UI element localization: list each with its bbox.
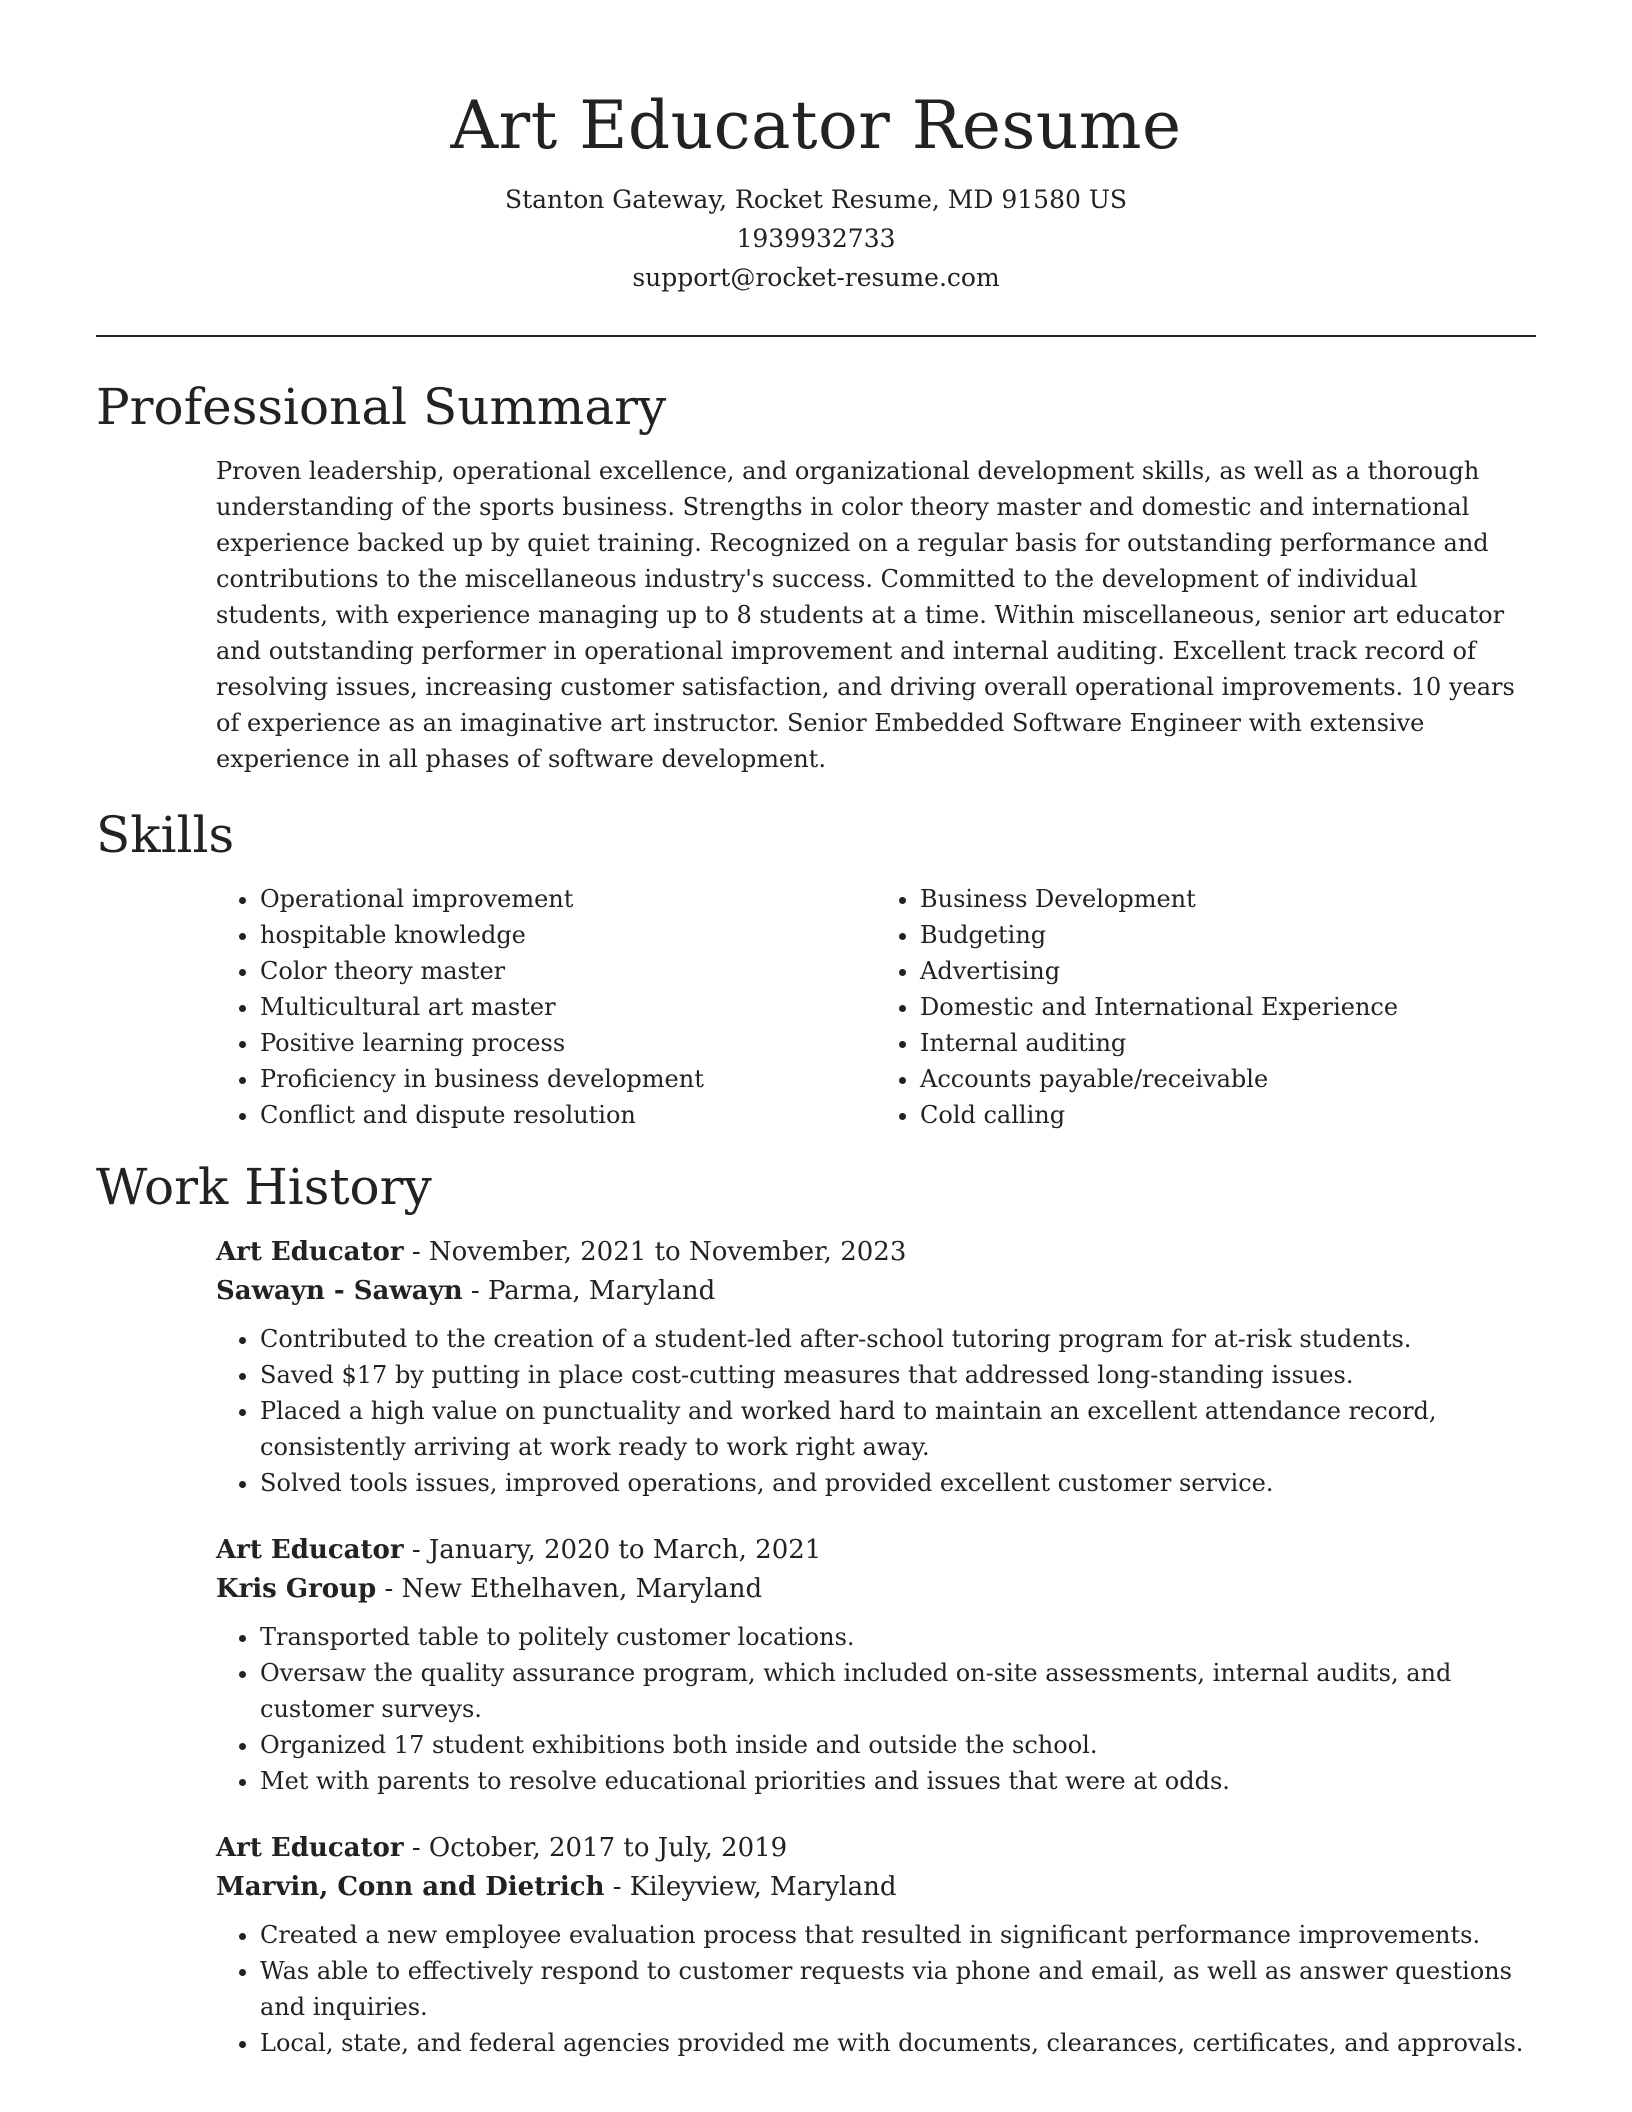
skill-item: • Domestic and International Experience	[920, 989, 1536, 1025]
job-bullet: • Saved $17 by putting in place cost-cutting measures that addressed long-standing issues.	[260, 1357, 1536, 1393]
job-entry	[216, 1531, 1536, 1799]
skill-item: • Advertising	[920, 953, 1536, 989]
page-title: Art Educator Resume	[450, 87, 1182, 164]
job-bullet: • Oversaw the quality assurance program, which included on-site assessments, internal audits, and customer surveys.	[260, 1655, 1536, 1727]
job-company: Kris Group	[216, 1574, 377, 1604]
skill-item: • Proficiency in business development	[260, 1061, 876, 1097]
job-bullets	[216, 1321, 1536, 1501]
job-dates: - January, 2020 to March, 2021	[403, 1535, 822, 1565]
job-bullet: • Transported table to politely customer locations.	[260, 1619, 1536, 1655]
skills-column-left	[216, 881, 876, 1133]
contact-address: Stanton Gateway, Rocket Resume, MD 91580 US	[504, 185, 1128, 214]
job-company-line	[216, 1272, 1536, 1311]
skill-item: • Cold calling	[920, 1097, 1536, 1133]
skill-item: • Internal auditing	[920, 1025, 1536, 1061]
job-location: - Parma, Maryland	[462, 1276, 716, 1306]
summary-text: Proven leadership, operational excellence, and organizational development skills, as well as a thorough understanding of the sports business. Strengths in color theory master and domestic and international experience backed up by quiet training. Recognized on a regular basis for outstanding performance and contributions to the miscellaneous industry's success. Committed to the development of individual students, with experience managing up to 8 students at a time. Within miscellaneous, senior art educator and outstanding performer in operational improvement and internal auditing. Excellent track record of resolving issues, increasing customer satisfaction, and driving overall operational improvements. 10 years of experience as an imaginative art instructor. Senior Embedded Software Engineer with extensive experience in all phases of software development.	[216, 457, 1515, 773]
job-title-line	[216, 1233, 1536, 1272]
job-bullets	[216, 1917, 1536, 2061]
job-bullets	[216, 1619, 1536, 1799]
job-title: Art Educator	[216, 1833, 404, 1863]
job-location: - Kileyview, Maryland	[604, 1872, 897, 1902]
skill-item: • Accounts payable/receivable	[920, 1061, 1536, 1097]
job-bullet: • Solved tools issues, improved operations, and provided excellent customer service.	[260, 1465, 1536, 1501]
job-bullet: • Placed a high value on punctuality and worked hard to maintain an excellent attendance record, consistently arriving at work ready to work right away.	[260, 1393, 1536, 1465]
skill-item: • Operational improvement	[260, 881, 876, 917]
skills-column-right	[876, 881, 1536, 1133]
skills-list	[216, 881, 1536, 1133]
job-bullet: • Local, state, and federal agencies provided me with documents, clearances, certificates, and approvals.	[260, 2025, 1536, 2061]
job-dates: - October, 2017 to July, 2019	[403, 1833, 788, 1863]
skill-item: • Budgeting	[920, 917, 1536, 953]
job-dates: - November, 2021 to November, 2023	[403, 1237, 907, 1267]
job-bullet: • Was able to effectively respond to customer requests via phone and email, as well as answer questions and inquiries.	[260, 1953, 1536, 2025]
job-bullet: • Organized 17 student exhibitions both inside and outside the school.	[260, 1727, 1536, 1763]
job-title: Art Educator	[216, 1535, 404, 1565]
job-entry	[216, 1829, 1536, 2061]
skill-item: • Positive learning process	[260, 1025, 876, 1061]
summary-heading: Professional Summary	[96, 378, 667, 436]
header-divider	[96, 335, 1536, 337]
job-company: Marvin, Conn and Dietrich	[216, 1872, 605, 1902]
contact-email: support@rocket-resume.com	[632, 263, 1000, 292]
job-title-line	[216, 1531, 1536, 1570]
skills-heading: Skills	[96, 806, 235, 864]
skill-item: • Conflict and dispute resolution	[260, 1097, 876, 1133]
skill-item: • Business Development	[920, 881, 1536, 917]
job-location: - New Ethelhaven, Maryland	[376, 1574, 763, 1604]
job-bullet: • Contributed to the creation of a student-led after-school tutoring program for at-risk students.	[260, 1321, 1536, 1357]
work-history-heading: Work History	[96, 1158, 432, 1216]
job-company-line	[216, 1868, 1536, 1907]
job-bullet: • Met with parents to resolve educational priorities and issues that were at odds.	[260, 1763, 1536, 1799]
job-company-line	[216, 1570, 1536, 1609]
job-title-line	[216, 1829, 1536, 1868]
resume-page	[96, 0, 1536, 2061]
resume-header	[96, 0, 1536, 297]
skill-item: • Color theory master	[260, 953, 876, 989]
job-bullet: • Created a new employee evaluation process that resulted in significant performance improvements.	[260, 1917, 1536, 1953]
skill-item: • Multicultural art master	[260, 989, 876, 1025]
contact-phone: 1939932733	[736, 224, 896, 253]
job-title: Art Educator	[216, 1237, 404, 1267]
job-company: Sawayn - Sawayn	[216, 1276, 463, 1306]
skill-item: • hospitable knowledge	[260, 917, 876, 953]
contact-block	[96, 180, 1536, 297]
job-entry	[216, 1233, 1536, 1501]
